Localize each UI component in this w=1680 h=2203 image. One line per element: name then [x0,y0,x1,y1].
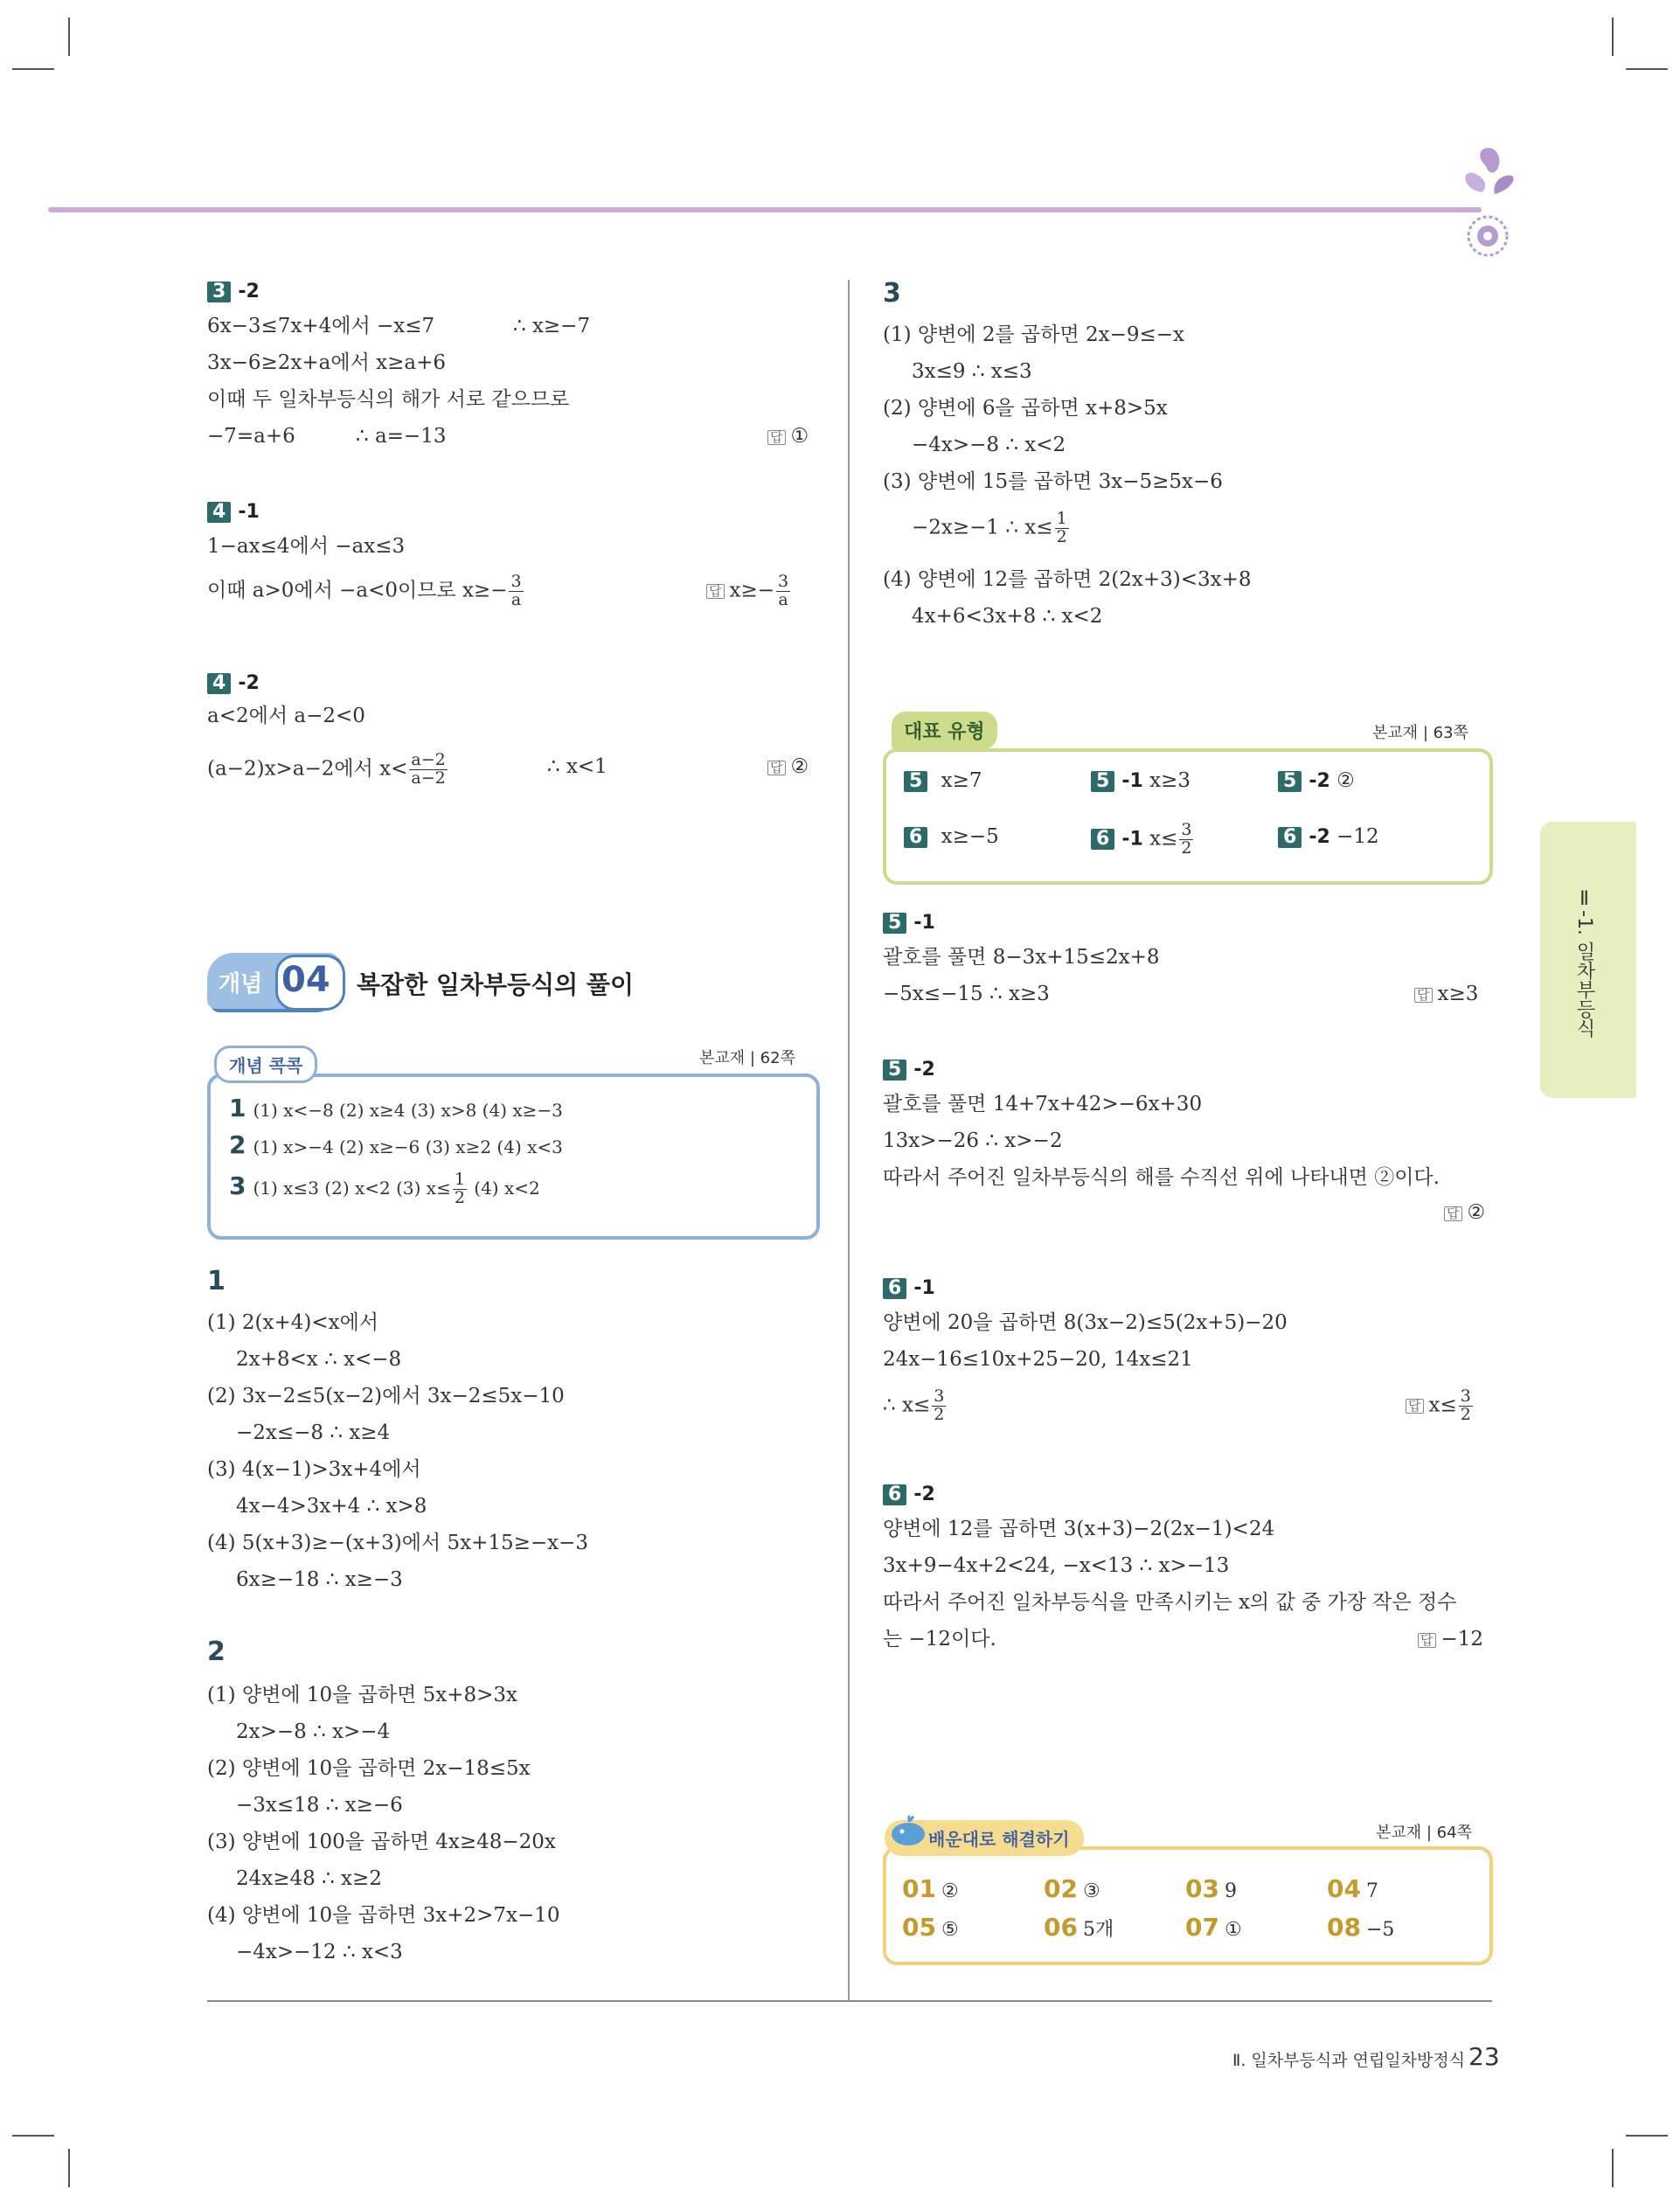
solution-line: (3) 4(x−1)>3x+4에서 [207,1458,421,1481]
solution-line: (4) 양변에 12를 곱하면 2(2x+3)<3x+8 [883,568,1252,591]
section-number: 2 [207,1637,226,1667]
rep-answer: 6 -2 −12 [1278,827,1379,848]
problem-label: 5 -2 [883,1060,935,1081]
solution-line: 따라서 주어진 일차부등식을 만족시키는 x의 값 중 가장 작은 정수 [883,1591,1457,1614]
fraction: $\frac{3}{2}$ [1181,820,1192,858]
rep-answer: 5 -1 x≥3 [1091,771,1191,792]
fraction: $\frac{3}{2}$ [934,1386,945,1424]
solution-line: 24x≥48 ∴ x≥2 [236,1867,382,1890]
quiz-answer: 01 ② [902,1874,959,1903]
answer: 답 ② [1444,1203,1485,1223]
rep-answer: 6 -1 x≤ $\frac{3}{2}$ [1091,822,1195,858]
solution-line: −4x>−12 ∴ x<3 [236,1941,403,1963]
solution-line: (1) 2(x+4)<x에서 [207,1311,379,1334]
fraction: $\frac{3}{a}$ [778,572,789,609]
textbook-reference: 본교재 | 63쪽 [1372,724,1468,742]
solve-as-learned-tag: 배운대로 해결하기 [885,1820,1084,1856]
solution-line: 4x−4>3x+4 ∴ x>8 [236,1495,427,1518]
answer: 답 −12 [1418,1630,1483,1650]
rep-answer: 6 x≥−5 [904,827,999,848]
concept-label: 개념 [219,971,263,997]
flower-ornament-icon [1451,140,1521,262]
solution-line: −2x≥−1 ∴ x≤ $\frac{1}{2}$ [912,509,1067,546]
solve-as-learned-box [883,1846,1493,1965]
page-number: 23 [1468,2042,1500,2071]
solution-line: 괄호를 풀면 14+7x+42>−6x+30 [883,1093,1203,1115]
problem-label: 5 -1 [883,913,935,934]
chapter-side-tab-label: Ⅱ-1. 일차부등식 [1573,888,1595,1038]
quiz-answer: 08 −5 [1327,1913,1395,1942]
crop-mark [68,17,70,56]
solution-line: 6x≥−18 ∴ x≥−3 [236,1568,403,1591]
rep-answer: 5 -2 ② [1278,771,1355,792]
problem-label: 6 -1 [883,1278,935,1299]
rep-answer: 5 x≥7 [904,771,982,792]
textbook-reference: 본교재 | 62쪽 [699,1049,795,1067]
fraction: $\frac{1}{2}$ [1056,509,1067,546]
solution-line: ∴ x<1 [547,755,607,778]
solution-line: (2) 3x−2≤5(x−2)에서 3x−2≤5x−10 [207,1385,565,1407]
solution-line: (2) 양변에 10을 곱하면 2x−18≤5x [207,1757,531,1780]
answer: 답 ② [767,757,809,777]
bottom-rule [207,2000,1492,2002]
solution-line: 3x−6≥2x+a에서 x≥a+6 [207,351,446,374]
solution-line: (1) 양변에 10을 곱하면 5x+8>3x [207,1684,518,1706]
solution-line: 1−ax≤4에서 −ax≤3 [207,535,406,558]
solution-line: (4) 5(x+3)≥−(x+3)에서 5x+15≥−x−3 [207,1532,589,1554]
solution-line: ∴ x≤ $\frac{3}{2}$ [883,1386,945,1424]
crop-mark [1612,17,1614,56]
answer: 답 ① [767,427,809,447]
solution-line: (3) 양변에 100을 곱하면 4x≥48−20x [207,1831,556,1853]
solution-line: (1) 양변에 2를 곱하면 2x−9≤−x [883,323,1185,346]
solution-line: (2) 양변에 6을 곱하면 x+8>5x [883,397,1168,420]
solution-line: 양변에 12를 곱하면 3(x+3)−2(2x−1)<24 [883,1518,1275,1540]
solution-line: 2x>−8 ∴ x>−4 [236,1720,391,1743]
solution-line: −3x≤18 ∴ x≥−6 [236,1794,403,1817]
crop-mark [1626,2135,1668,2137]
check-row: 2 (1) x>−4 (2) x≥−6 (3) x≥2 (4) x<3 [229,1130,563,1159]
solution-line: 2x+8<x ∴ x<−8 [236,1348,402,1371]
fraction: $\frac{a-2}{a-2}$ [411,750,446,788]
problem-label: 4 -1 [207,502,260,523]
representative-type-tag: 대표 유형 [892,712,997,749]
whale-icon [888,1811,928,1850]
solution-line: 이때 a>0에서 −a<0이므로 x≥− $\frac{3}{a}$ [207,572,522,609]
solution-line: 24x−16≤10x+25−20, 14x≤21 [883,1348,1193,1371]
crop-mark [12,68,54,70]
crop-mark [12,2135,54,2137]
answer: 답 x≥3 [1414,984,1478,1004]
solution-line: 는 −12이다. [883,1628,996,1651]
textbook-reference: 본교재 | 64쪽 [1376,1824,1472,1842]
solution-line: 3x+9−4x+2<24, −x<13 ∴ x>−13 [883,1554,1230,1577]
quiz-answer: 03 9 [1185,1874,1237,1903]
concept-check-tag: 개념 콕콕 [214,1046,317,1083]
solution-line: 13x>−26 ∴ x>−2 [883,1129,1063,1152]
crop-mark [1626,68,1668,70]
quiz-answer: 06 5개 [1044,1913,1114,1942]
section-number: 3 [883,278,901,309]
solution-line: −5x≤−15 ∴ x≥3 [883,983,1050,1005]
solution-line: 6x−3≤7x+4에서 −x≤7 ∴ x≥−7 [207,315,591,337]
solution-line: −2x≤−8 ∴ x≥4 [236,1421,391,1444]
header-rule [48,207,1482,212]
problem-label: 4 -2 [207,673,260,694]
problem-label: 3 -2 [207,281,260,302]
solution-line: 4x+6<3x+8 ∴ x<2 [912,605,1103,628]
footer-chapter: Ⅱ. 일차부등식과 연립일차방정식 [1232,2051,1466,2070]
fraction: $\frac{1}{2}$ [454,1170,465,1207]
column-divider [848,280,850,2000]
solution-line: −4x>−8 ∴ x<2 [912,434,1066,456]
check-row: 3 (1) x≤3 (2) x<2 (3) x≤ $\frac{1}{2}$ (4) x<2 [229,1170,540,1207]
solution-line: −7=a+6 ∴ a=−13 [207,425,447,448]
solution-line: a<2에서 a−2<0 [207,705,365,727]
section-number: 1 [207,1266,226,1296]
problem-label: 6 -2 [883,1484,935,1505]
quiz-answer: 05 ⑤ [902,1913,959,1942]
fraction: $\frac{3}{2}$ [1460,1386,1471,1424]
answer: 답 x≤ $\frac{3}{2}$ [1406,1388,1475,1424]
quiz-answer: 04 7 [1327,1874,1378,1903]
solution-line: 양변에 20을 곱하면 8(3x−2)≤5(2x+5)−20 [883,1311,1288,1334]
solution-line: (a−2)x>a−2에서 x< $\frac{a-2}{a-2}$ [207,750,446,788]
solution-line: (3) 양변에 15를 곱하면 3x−5≥5x−6 [883,470,1223,493]
solution-line: 3x≤9 ∴ x≤3 [912,360,1032,383]
solution-line: (4) 양변에 10을 곱하면 3x+2>7x−10 [207,1904,560,1927]
quiz-answer: 07 ① [1185,1913,1242,1942]
concept-title: 복잡한 일차부등식의 풀이 [357,970,635,999]
answer: 답 x≥− $\frac{3}{a}$ [706,573,792,609]
quiz-answer: 02 ③ [1044,1874,1100,1903]
fraction: $\frac{3}{a}$ [510,572,522,609]
solution-line: 이때 두 일차부등식의 해가 서로 같으므로 [207,388,570,411]
solution-line: 따라서 주어진 일차부등식의 해를 수직선 위에 나타내면 ②이다. [883,1166,1440,1189]
solution-line: 괄호를 풀면 8−3x+15≤2x+8 [883,946,1160,969]
check-row: 1 (1) x<−8 (2) x≥4 (3) x>8 (4) x≥−3 [229,1094,563,1122]
crop-mark [1612,2149,1614,2187]
crop-mark [68,2149,70,2187]
concept-number: 04 [281,960,330,1000]
